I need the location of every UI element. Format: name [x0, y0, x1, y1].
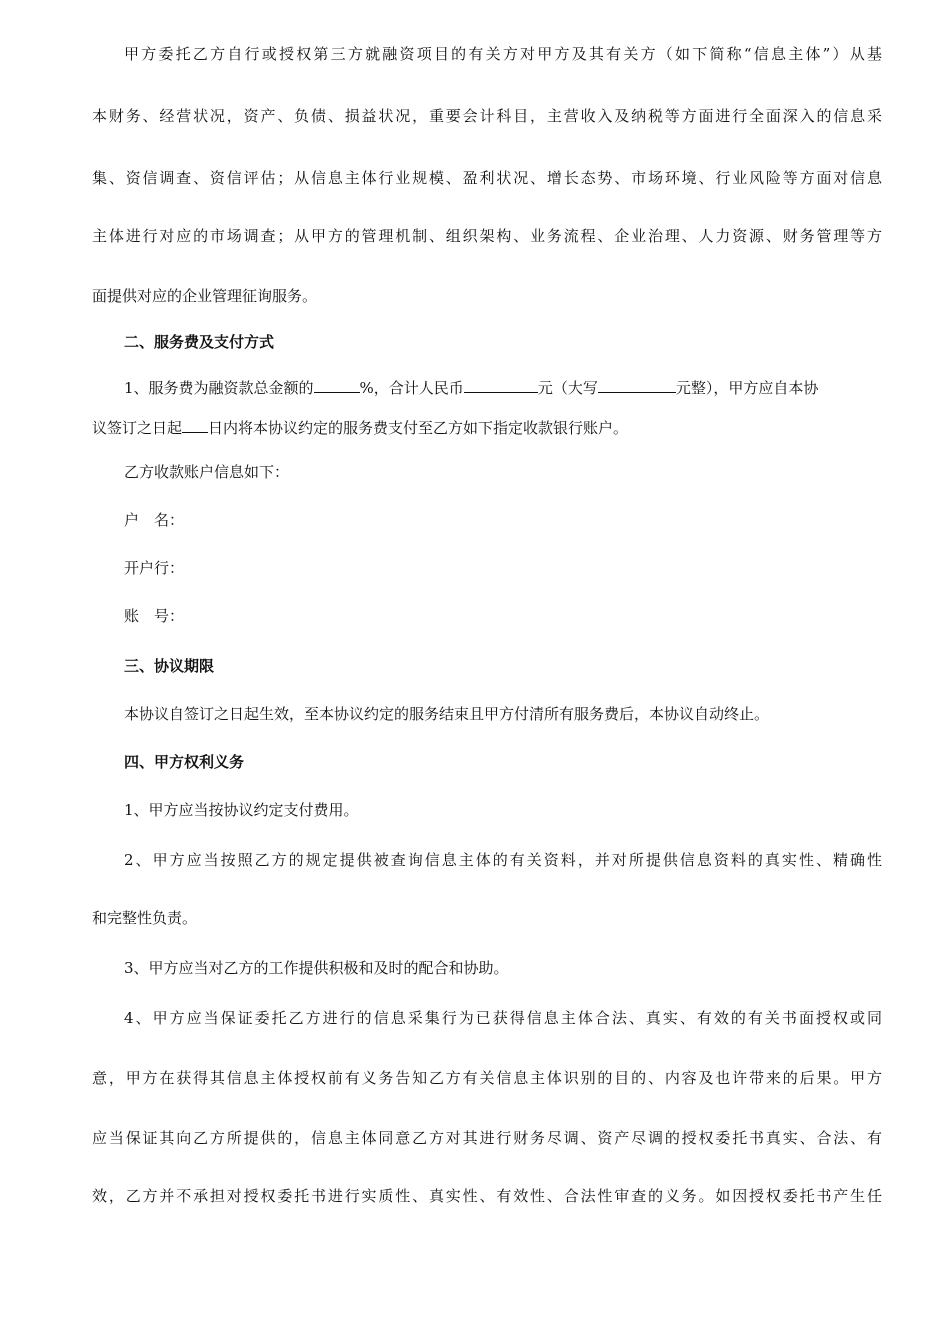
fee-text-2: %，合计人民币 [359, 379, 464, 397]
section4-item-4-line-4: 效，乙方并不承担对授权委托书进行实质性、真实性、有效性、合法性审查的义务。如因授权委托书产生任 [92, 1187, 882, 1205]
section4-item-4-line-1: 4、甲方应当保证委托乙方进行的信息采集行为已获得信息主体合法、真实、有效的有关书面授权或同 [124, 1009, 882, 1027]
fee-text-5: 议签订之日起 [92, 419, 183, 437]
fee-amount-blank[interactable] [464, 378, 538, 393]
section4-heading: 四、甲方权利义务 [124, 753, 245, 771]
fee-text-6: 日内将本协议约定的服务费支付至乙方如下指定收款银行账户。 [208, 419, 629, 437]
clause1-line-4: 主体进行对应的市场调查；从甲方的管理机制、组织架构、业务流程、企业治理、人力资源、财务管理等方 [92, 227, 882, 245]
fee-amount-words-blank[interactable] [598, 378, 676, 393]
account-info-intro: 乙方收款账户信息如下： [124, 463, 290, 481]
fee-clause-line-2 [92, 418, 882, 438]
fee-text-3: 元（大写 [537, 379, 598, 397]
payment-days-blank[interactable] [182, 418, 208, 433]
section2-heading: 二、服务费及支付方式 [124, 333, 275, 351]
fee-text-4: 元整），甲方应自本协 [675, 379, 819, 397]
fee-clause-line-1 [124, 378, 882, 398]
account-number-label: 账 号： [124, 607, 185, 625]
section4-item-2-line-1: 2、甲方应当按照乙方的规定提供被查询信息主体的有关资料，并对所提供信息资料的真实性、精确性 [124, 851, 882, 869]
clause1-line-1: 甲方委托乙方自行或授权第三方就融资项目的有关方对甲方及其有关方（如下简称“信息主体”）从基 [124, 45, 882, 63]
section4-item-4-line-3: 应当保证其向乙方所提供的，信息主体同意乙方对其进行财务尽调、资产尽调的授权委托书真实、合法、有 [92, 1129, 882, 1147]
bank-label: 开户行： [124, 559, 185, 577]
fee-text-1: 1、服务费为融资款总金额的 [124, 379, 314, 397]
section3-heading: 三、协议期限 [124, 657, 215, 675]
section4-item-2-line-2: 和完整性负责。 [92, 909, 198, 927]
section4-item-1: 1、甲方应当按协议约定支付费用。 [124, 801, 359, 819]
section4-item-3: 3、甲方应当对乙方的工作提供积极和及时的配合和协助。 [124, 959, 509, 977]
clause1-line-3: 集、资信调查、资信评估；从信息主体行业规模、盈利状况、增长态势、市场环境、行业风险等方面对信息 [92, 169, 882, 187]
fee-percent-blank[interactable] [314, 378, 360, 393]
section3-text: 本协议自签订之日起生效，至本协议约定的服务结束且甲方付清所有服务费后，本协议自动终止。 [124, 705, 770, 723]
section4-item-4-line-2: 意，甲方在获得其信息主体授权前有义务告知乙方有关信息主体识别的目的、内容及也许带来的后果。甲方 [92, 1069, 882, 1087]
clause1-line-5: 面提供对应的企业管理征询服务。 [92, 287, 318, 305]
account-name-label: 户 名： [124, 511, 185, 529]
clause1-line-2: 本财务、经营状况，资产、负债、损益状况，重要会计科目，主营收入及纳税等方面进行全面深入的信息采 [92, 107, 882, 125]
